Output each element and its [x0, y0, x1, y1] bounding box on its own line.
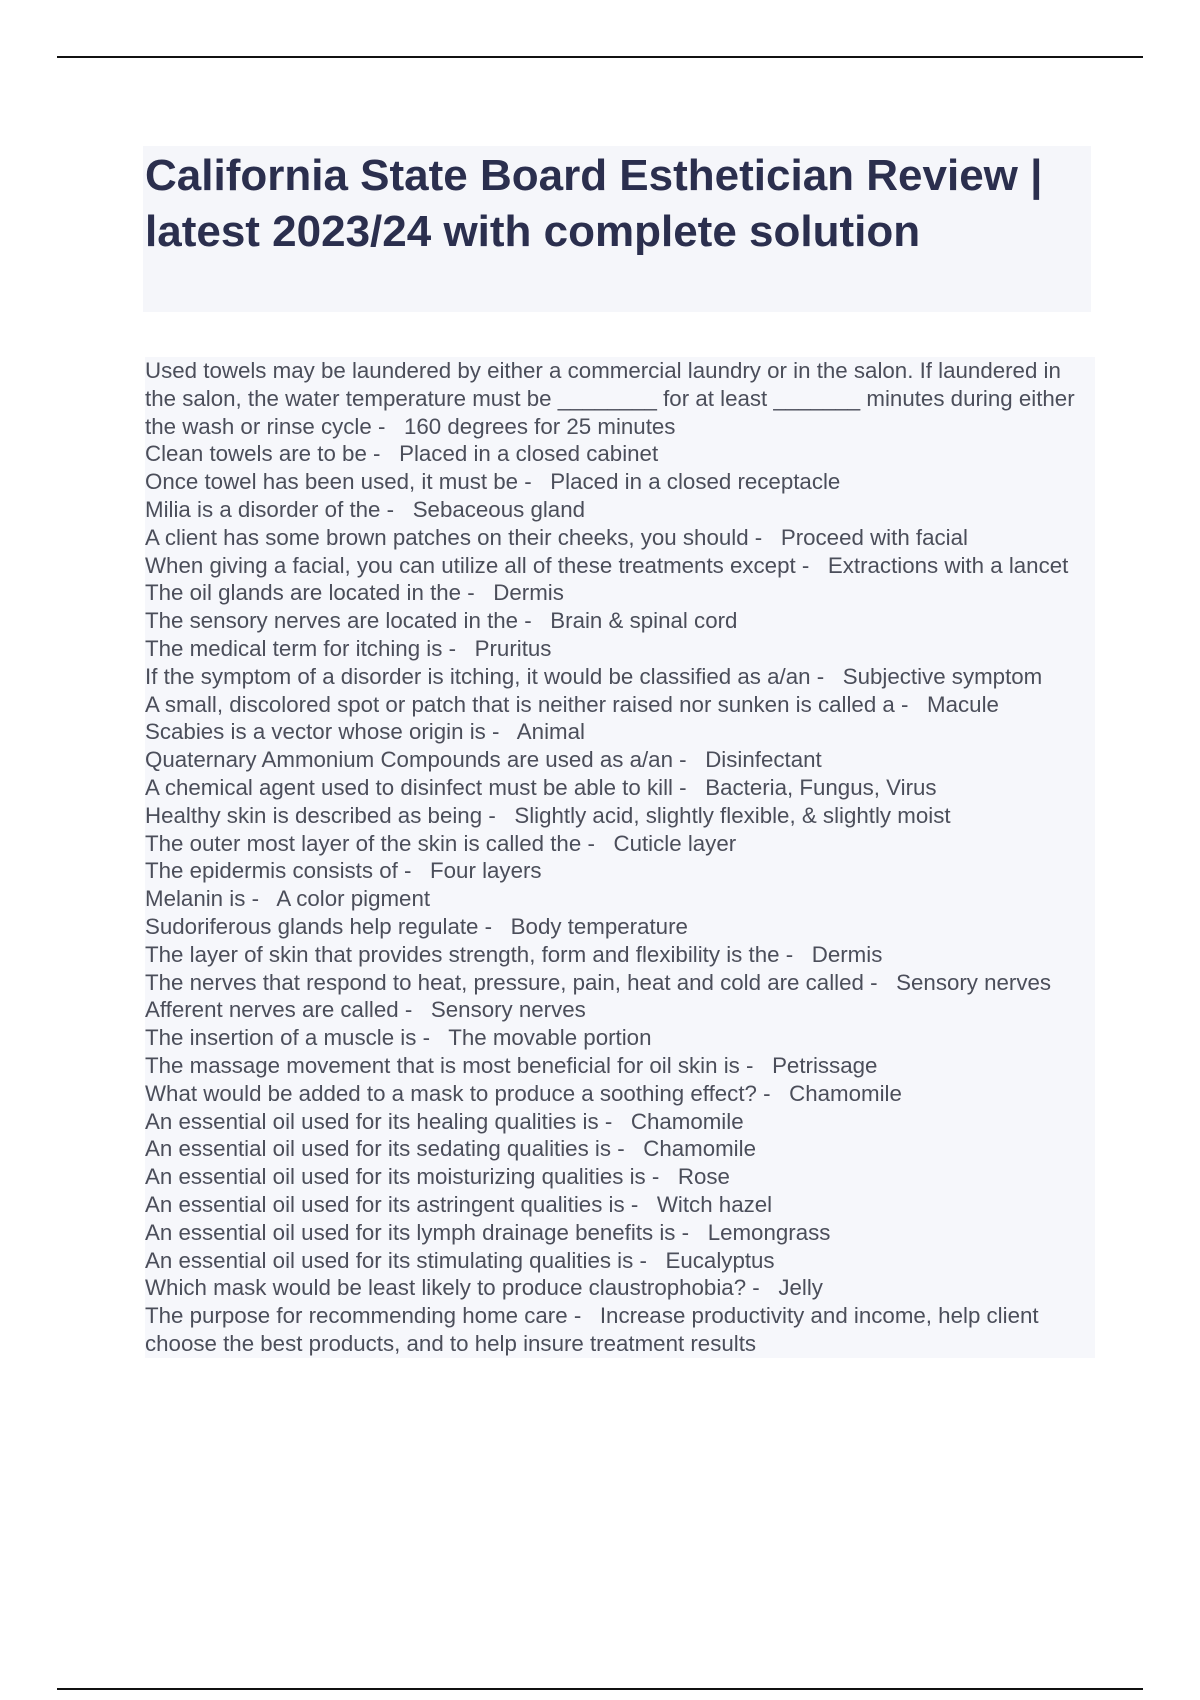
qa-item	[145, 941, 1095, 969]
question-text: An essential oil used for its sedating qualities is	[145, 1136, 612, 1162]
answer-text: Subjective symptom	[842, 663, 1043, 689]
answer-text: Pruritus	[474, 635, 552, 661]
answer-text: Chamomile	[789, 1080, 902, 1106]
qa-separator: -	[645, 1164, 678, 1190]
question-text: The layer of skin that provides strength, form and flexibility is the	[145, 941, 780, 967]
question-text: Clean towels are to be	[145, 441, 367, 467]
qa-item	[145, 1052, 1095, 1080]
question-text: Healthy skin is described as being	[145, 802, 483, 828]
question-text: An essential oil used for its healing qualities is	[145, 1108, 599, 1134]
qa-separator: -	[611, 1136, 644, 1162]
qa-item	[145, 1108, 1095, 1136]
question-text: Sudoriferous glands help regulate	[145, 913, 479, 939]
qa-separator: -	[675, 1219, 708, 1245]
qa-separator: -	[810, 663, 843, 689]
answer-text: Eucalyptus	[665, 1247, 775, 1273]
question-text: Which mask would be least likely to produce claustrophobia?	[145, 1275, 747, 1301]
qa-separator: -	[461, 580, 494, 606]
question-text: Afferent nerves are called	[145, 997, 399, 1023]
question-text: The outer most layer of the skin is called the	[145, 830, 582, 856]
qa-item	[145, 691, 1095, 719]
answer-text: Sensory nerves	[430, 997, 586, 1023]
answer-text: Sebaceous gland	[412, 496, 586, 522]
qa-list	[145, 357, 1095, 1358]
question-text: An essential oil used for its lymph drainage benefits is	[145, 1219, 676, 1245]
answer-text: Sensory nerves	[896, 969, 1052, 995]
qa-item	[145, 1302, 1095, 1358]
qa-item	[145, 1219, 1095, 1247]
question-text: The nerves that respond to heat, pressure, pain, heat and cold are called	[145, 969, 864, 995]
question-text: Used towels may be laundered by either a commercial laundry or in the salon. If laundered in the salon, the water temperature must be ________ for at least _______ minutes during either the wash or rinse cycle	[145, 358, 1075, 439]
question-text: The insertion of a muscle is	[145, 1025, 417, 1051]
qa-item	[145, 996, 1095, 1024]
qa-item	[145, 1135, 1095, 1163]
qa-item	[145, 1191, 1095, 1219]
qa-item	[145, 1024, 1095, 1052]
question-text: A chemical agent used to disinfect must be able to kill	[145, 774, 673, 800]
answer-text: Macule	[927, 691, 999, 717]
document-title: California State Board Esthetician Review | latest 2023/24 with complete solution	[145, 151, 1043, 256]
qa-separator: -	[756, 1080, 790, 1106]
question-text: When giving a facial, you can utilize all of these treatments except	[145, 552, 796, 578]
qa-item	[145, 1247, 1095, 1275]
qa-separator: -	[482, 802, 515, 828]
qa-item	[145, 440, 1095, 468]
qa-item	[145, 969, 1095, 997]
question-text: Once towel has been used, it must be	[145, 469, 519, 495]
question-text: The oil glands are located in the	[145, 580, 462, 606]
qa-item	[145, 857, 1095, 885]
qa-separator: -	[478, 913, 511, 939]
answer-text: Witch hazel	[656, 1191, 773, 1217]
qa-item	[145, 357, 1095, 440]
qa-separator: -	[672, 774, 706, 800]
qa-separator: -	[624, 1191, 657, 1217]
qa-item	[145, 830, 1095, 858]
qa-item	[145, 1274, 1095, 1302]
qa-item	[145, 607, 1095, 635]
qa-separator: -	[398, 997, 431, 1023]
answer-text: Chamomile	[643, 1136, 756, 1162]
qa-separator: -	[442, 635, 475, 661]
qa-separator: -	[485, 719, 517, 745]
question-text: What would be added to a mask to produce a soothing effect?	[145, 1080, 757, 1106]
qa-separator: -	[366, 441, 400, 467]
qa-item	[145, 802, 1095, 830]
answer-text: Rose	[677, 1164, 730, 1190]
qa-item	[145, 718, 1095, 746]
answer-text: Brain & spinal cord	[550, 608, 738, 634]
qa-separator: -	[416, 1025, 449, 1051]
qa-item	[145, 663, 1095, 691]
answer-text: Placed in a closed receptacle	[550, 469, 841, 495]
question-text: A small, discolored spot or patch that is neither raised nor sunken is called a	[145, 691, 895, 717]
question-text: Milia is a disorder of the	[145, 496, 381, 522]
top-rule	[57, 56, 1143, 58]
qa-item	[145, 468, 1095, 496]
answer-text: Extractions with a lancet	[827, 552, 1069, 578]
qa-item	[145, 496, 1095, 524]
qa-separator: -	[633, 1247, 666, 1273]
qa-item	[145, 579, 1095, 607]
question-text: The purpose for recommending home care	[145, 1303, 568, 1329]
qa-separator: -	[672, 747, 706, 773]
qa-separator: -	[518, 608, 551, 634]
qa-item	[145, 774, 1095, 802]
qa-separator: -	[779, 941, 812, 967]
qa-separator: -	[371, 413, 404, 439]
question-text: Melanin is	[145, 886, 246, 912]
answer-text: Cuticle layer	[613, 830, 737, 856]
qa-separator: -	[397, 858, 431, 884]
answer-text: Dermis	[493, 580, 564, 606]
qa-separator: -	[748, 524, 781, 550]
qa-separator: -	[598, 1108, 631, 1134]
qa-separator: -	[518, 469, 551, 495]
qa-separator: -	[863, 969, 897, 995]
question-text: If the symptom of a disorder is itching, it would be classified as a/an	[145, 663, 811, 689]
qa-separator: -	[739, 1052, 773, 1078]
answer-text: Lemongrass	[707, 1219, 831, 1245]
question-text: The epidermis consists of	[145, 858, 398, 884]
qa-separator: -	[581, 830, 614, 856]
qa-separator: -	[567, 1303, 600, 1329]
qa-item	[145, 1163, 1095, 1191]
answer-text: Proceed with facial	[780, 524, 968, 550]
answer-text: 160 degrees for 25 minutes	[404, 413, 676, 439]
answer-text: Jelly	[778, 1275, 823, 1301]
qa-separator: -	[380, 496, 413, 522]
question-text: An essential oil used for its moisturizing qualities is	[145, 1164, 646, 1190]
bottom-rule	[57, 1688, 1143, 1690]
title-box	[143, 146, 1091, 312]
answer-text: Bacteria, Fungus, Virus	[705, 774, 937, 800]
answer-text: Body temperature	[510, 913, 688, 939]
answer-text: Placed in a closed cabinet	[399, 441, 659, 467]
question-text: An essential oil used for its astringent qualities is	[145, 1191, 625, 1217]
answer-text: A color pigment	[276, 886, 431, 912]
qa-item	[145, 885, 1095, 913]
qa-separator: -	[795, 552, 828, 578]
qa-separator: -	[245, 886, 277, 912]
question-text: A client has some brown patches on their cheeks, you should	[145, 524, 749, 550]
answer-text: The movable portion	[448, 1025, 652, 1051]
qa-item	[145, 552, 1095, 580]
qa-item	[145, 746, 1095, 774]
answer-text: Increase productivity and income, help client choose the best products, and to help insure treatment results	[145, 1303, 1039, 1356]
answer-text: Disinfectant	[705, 747, 822, 773]
question-text: Scabies is a vector whose origin is	[145, 719, 486, 745]
answer-text: Dermis	[811, 941, 883, 967]
question-text: The sensory nerves are located in the	[145, 608, 519, 634]
question-text: An essential oil used for its stimulating qualities is	[145, 1247, 634, 1273]
answer-text: Slightly acid, slightly flexible, & slightly moist	[514, 802, 951, 828]
answer-text: Chamomile	[630, 1108, 744, 1134]
question-text: The medical term for itching is	[145, 635, 443, 661]
answer-text: Four layers	[430, 858, 542, 884]
qa-item	[145, 913, 1095, 941]
question-text: Quaternary Ammonium Compounds are used as a/an	[145, 747, 673, 773]
qa-item	[145, 1080, 1095, 1108]
qa-separator: -	[746, 1275, 779, 1301]
question-text: The massage movement that is most beneficial for oil skin is	[145, 1052, 740, 1078]
qa-item	[145, 524, 1095, 552]
answer-text: Animal	[516, 719, 585, 745]
qa-item	[145, 635, 1095, 663]
qa-separator: -	[894, 691, 928, 717]
answer-text: Petrissage	[772, 1052, 878, 1078]
